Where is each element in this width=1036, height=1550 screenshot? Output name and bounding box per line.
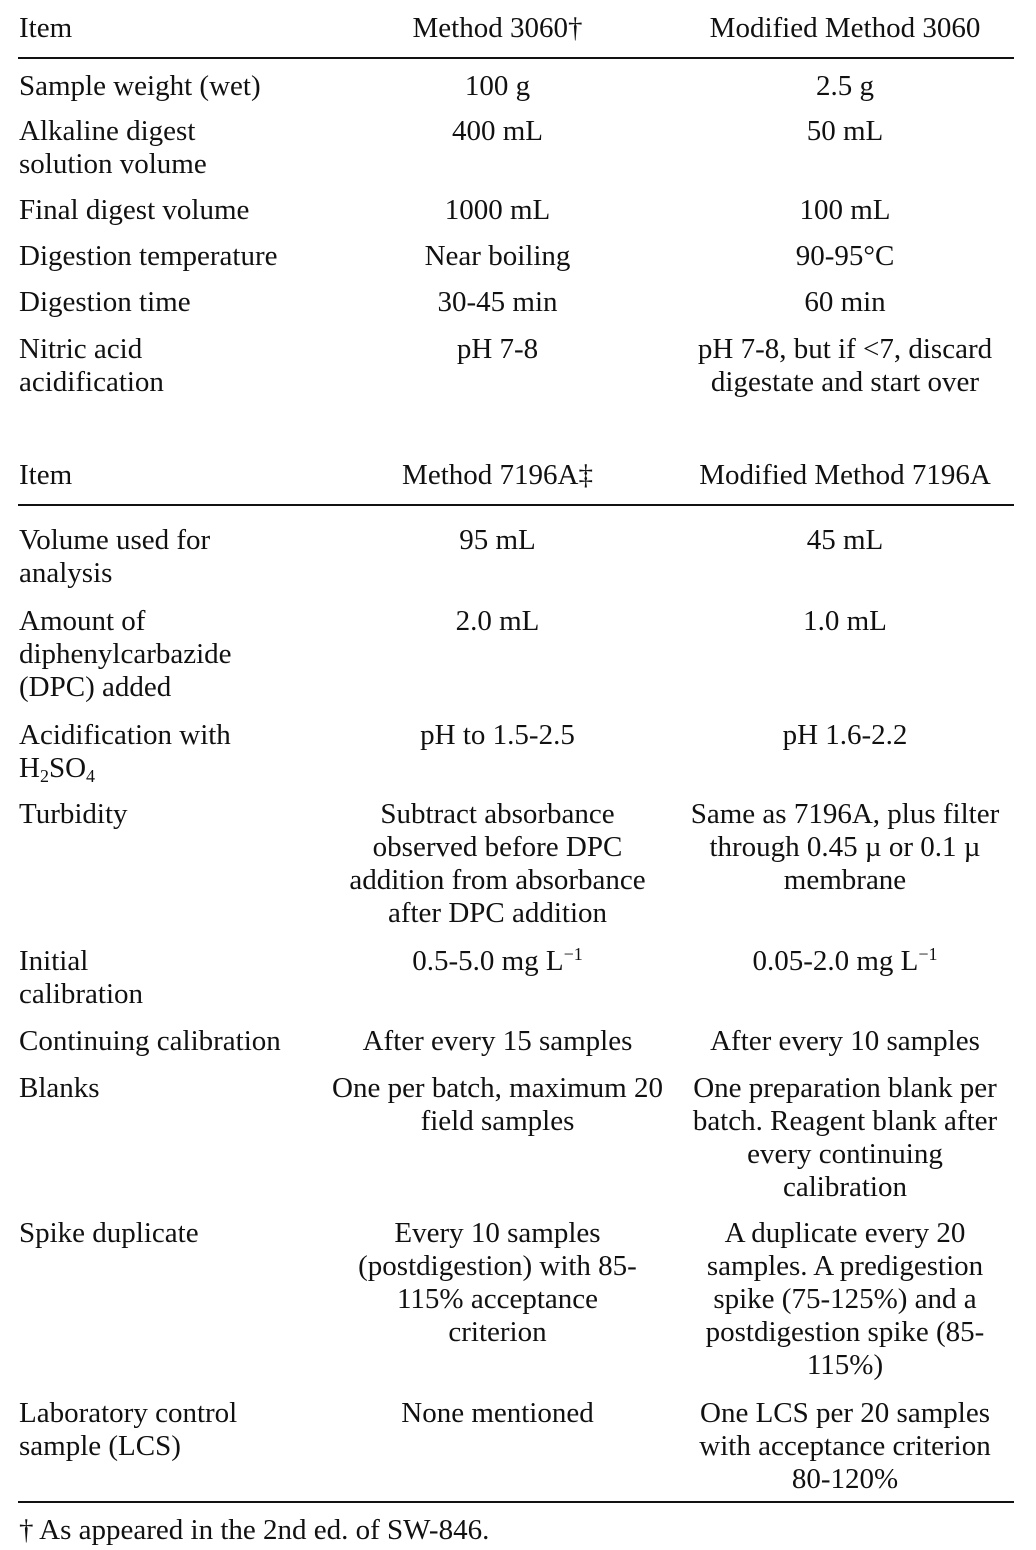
formula-so: SO	[48, 752, 87, 784]
row-item: Spike duplicate	[19, 1217, 199, 1249]
row-modified: 45 mL	[806, 524, 884, 556]
row-modified: pH 7-8, but if <7, discard digestate and start over	[697, 333, 993, 398]
row-method: Subtract absorbance observed before DPC addition from absorbance after DPC addition	[349, 798, 646, 929]
row-method: pH to 1.5-2.5	[420, 719, 575, 751]
modified-exponent: −1	[918, 944, 938, 964]
row-modified: One LCS per 20 samples with acceptance criterion 80-120%	[699, 1397, 991, 1495]
row-method: 2.0 mL	[455, 605, 540, 637]
row-item: Blanks	[19, 1072, 100, 1104]
row-method	[320, 945, 675, 978]
row-item: Digestion time	[19, 286, 191, 318]
row-method: 400 mL	[451, 115, 544, 147]
row-modified: A duplicate every 20 samples. A predigestion spike (75-125%) and a postdigestion spike (85-115%)	[705, 1217, 985, 1381]
table2-header-method: Method 7196A‡	[402, 459, 593, 491]
row-modified: 1.0 mL	[803, 605, 887, 637]
row-modified: 2.5 g	[816, 70, 874, 102]
row-method: Every 10 samples (postdigestion) with 85-115% acceptance criterion	[358, 1217, 637, 1348]
row-item	[19, 719, 319, 785]
row-item: Initial calibration	[19, 945, 144, 1010]
row-method: pH 7-8	[456, 333, 539, 365]
row-item: Sample weight (wet)	[19, 70, 261, 102]
row-modified: After every 10 samples	[710, 1025, 980, 1057]
row-method: 1000 mL	[444, 194, 551, 226]
row-item: Final digest volume	[19, 194, 250, 226]
row-method: Near boiling	[424, 240, 571, 272]
row-item-label: Acidification with	[19, 719, 231, 751]
row-modified: 50 mL	[806, 115, 884, 147]
row-item: Nitric acid acidification	[19, 333, 164, 398]
row-modified: 60 min	[804, 286, 886, 318]
table2-header-item: Item	[19, 459, 73, 491]
table1-header-item: Item	[19, 12, 73, 44]
row-method: One per batch, maximum 20 field samples	[332, 1072, 663, 1137]
row-method: 100 g	[464, 70, 531, 102]
modified-value: 0.05-2.0 mg L	[752, 945, 919, 977]
row-item: Turbidity	[19, 798, 128, 830]
row-item: Laboratory control sample (LCS)	[19, 1397, 238, 1462]
sulfuric-acid-formula	[19, 752, 95, 784]
row-method: 95 mL	[459, 524, 536, 556]
row-item: Amount of diphenylcarbazide (DPC) added	[19, 605, 232, 703]
table1-header-method: Method 3060†	[412, 12, 583, 44]
method-value: 0.5-5.0 mg L	[412, 945, 564, 977]
row-method: After every 15 samples	[362, 1025, 633, 1057]
table1-header-rule	[18, 57, 1014, 59]
row-modified: pH 1.6-2.2	[782, 719, 908, 751]
table2-header-rule	[18, 504, 1014, 506]
row-modified: 90-95°C	[795, 240, 895, 272]
row-modified: One preparation blank per batch. Reagent blank after every continuing calibration	[692, 1072, 998, 1203]
row-item: Digestion temperature	[19, 240, 278, 272]
row-method: None mentioned	[401, 1397, 594, 1429]
row-item: Alkaline digest solution volume	[19, 115, 207, 180]
table1-header-modified: Modified Method 3060	[709, 12, 981, 44]
row-modified: Same as 7196A, plus filter through 0.45 µ or 0.1 µ membrane	[690, 798, 1000, 896]
row-method: 30-45 min	[437, 286, 558, 318]
table-bottom-rule	[18, 1501, 1014, 1503]
row-modified: 100 mL	[799, 194, 891, 226]
table2-header-modified: Modified Method 7196A	[699, 459, 991, 491]
footnote: † As appeared in the 2nd ed. of SW-846.	[19, 1514, 490, 1546]
row-modified	[675, 945, 1015, 978]
method-exponent: −1	[563, 944, 583, 964]
formula-sub-2: 2	[39, 766, 49, 786]
row-item: Continuing calibration	[19, 1025, 281, 1057]
row-item: Volume used for analysis	[19, 524, 211, 589]
formula-sub-4: 4	[86, 766, 96, 786]
formula-h: H	[19, 752, 40, 784]
